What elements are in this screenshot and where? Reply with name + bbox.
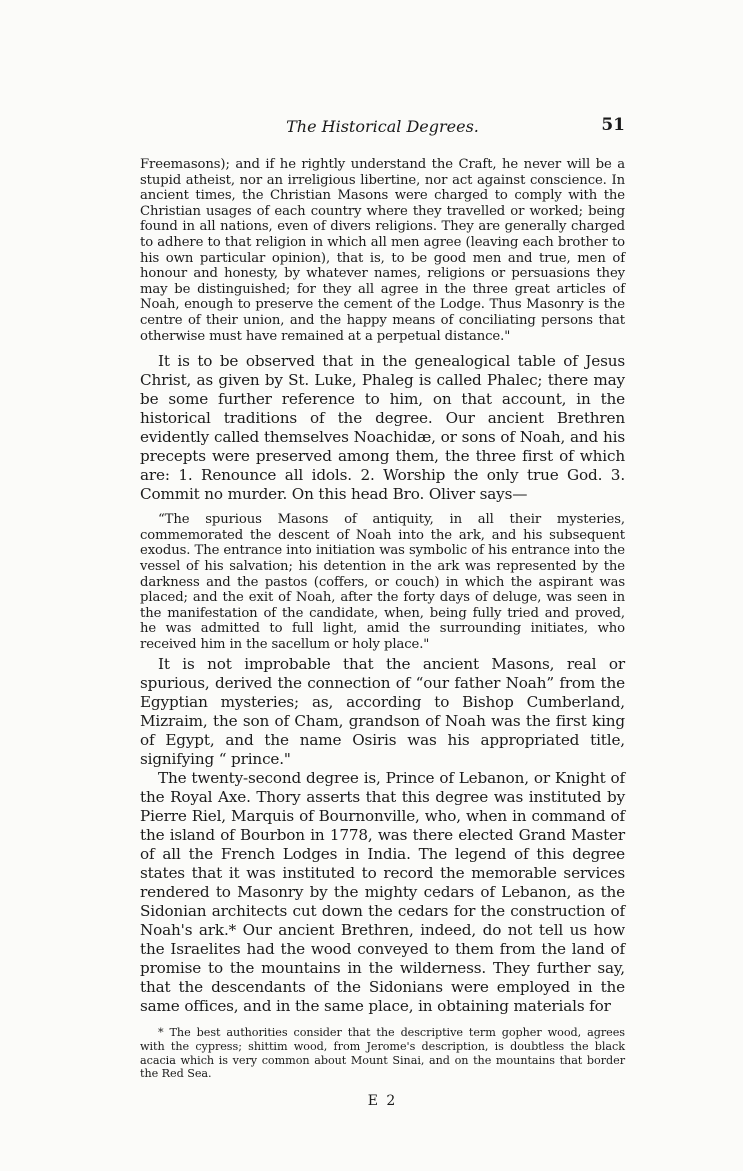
running-head — [140, 115, 625, 141]
page-content — [140, 115, 625, 1109]
paragraph-genealogy: It is to be observed that in the genealogical table of Jesus Christ, as given by St. Luke, Phaleg is called Phalec; there may be some further reference to him, on that account, in the historical traditions of the degree. Our ancient Brethren evidently called themselves Noachidæ, or sons of Noah, and his precepts were preserved among them, the three first of which are: 1. Renounce all idols. 2. Worship the only true God. 3. Commit no murder. On this head Bro. Oliver says— — [140, 352, 625, 504]
paragraph-egyptian-mysteries: It is not improbable that the ancient Masons, real or spurious, derived the connection of “our father Noah” from the Egyptian mysteries; as, according to Bishop Cumberland, Mizraim, the son of Cham, grandson of Noah was the first king of Egypt, and the name Osiris was his appropriated title, signifying “ prince." — [140, 655, 625, 769]
paragraph-prince-of-lebanon: The twenty-second degree is, Prince of Lebanon, or Knight of the Royal Axe. Thory asserts that this degree was instituted by Pierre Riel, Marquis of Bournonville, who, when in command of the island of Bourbon in 1778, was there elected Grand Master of all the French Lodges in India. The legend of this degree states that it was instituted to record the memorable services rendered to Masonry by the mighty cedars of Lebanon, as the Sidonian architects cut down the cedars for the construction of Noah's ark.* Our ancient Brethren, indeed, do not tell us how the Israelites had the wood conveyed to them from the land of promise to the mountains in the wilderness. They further say, that the descendants of the Sidonians were employed in the same offices, and in the same place, in obtaining materials for — [140, 769, 625, 1016]
signature-mark: E 2 — [367, 1092, 398, 1109]
footnote-separator — [140, 1016, 625, 1026]
page-number: 51 — [601, 115, 625, 135]
quote-block-1: Freemasons); and if he rightly understand the Craft, he never will be a stupid atheist, nor an irreligious libertine, nor act against conscience. In ancient times, the Christian Masons were charged to comply with the Christian usages of each country where they travelled or worked; being found in all nations, even of divers religions. They are generally charged to adhere to that religion in which all men agree (leaving each brother to his own particular opinion), that is, to be good men and true, men of honour and honesty, by whatever names, religions or persuasions they may be distinguished; for they all agree in the three great articles of Noah, enough to preserve the cement of the Lodge. Thus Masonry is the centre of their union, and the happy means of conciliating persons that otherwise must have remained at a perpetual distance." — [140, 157, 625, 344]
quote-block-oliver: “The spurious Masons of antiquity, in all their mysteries, commemorated the descent of Noah into the ark, and his subsequent exodus. The entrance into initiation was symbolic of his entrance into the vessel of his salvation; his detention in the ark was represented by the darkness and the pastos (coffers, or couch) in which the aspirant was placed; and the exit of Noah, after the forty days of deluge, was seen in the manifestation of the candidate, when, being fully tried and proved, he was admitted to full light, amid the surrounding initiates, who received him in the sacellum or holy place." — [140, 512, 625, 652]
running-title: The Historical Degrees. — [286, 117, 479, 136]
footnote: * The best authorities consider that the descriptive term gopher wood, agrees with the cypress; shittim wood, from Jerome's description, is doubtless the black acacia which is very common about Mount Sinai, and on the mountains that border the Red Sea. — [140, 1026, 625, 1081]
